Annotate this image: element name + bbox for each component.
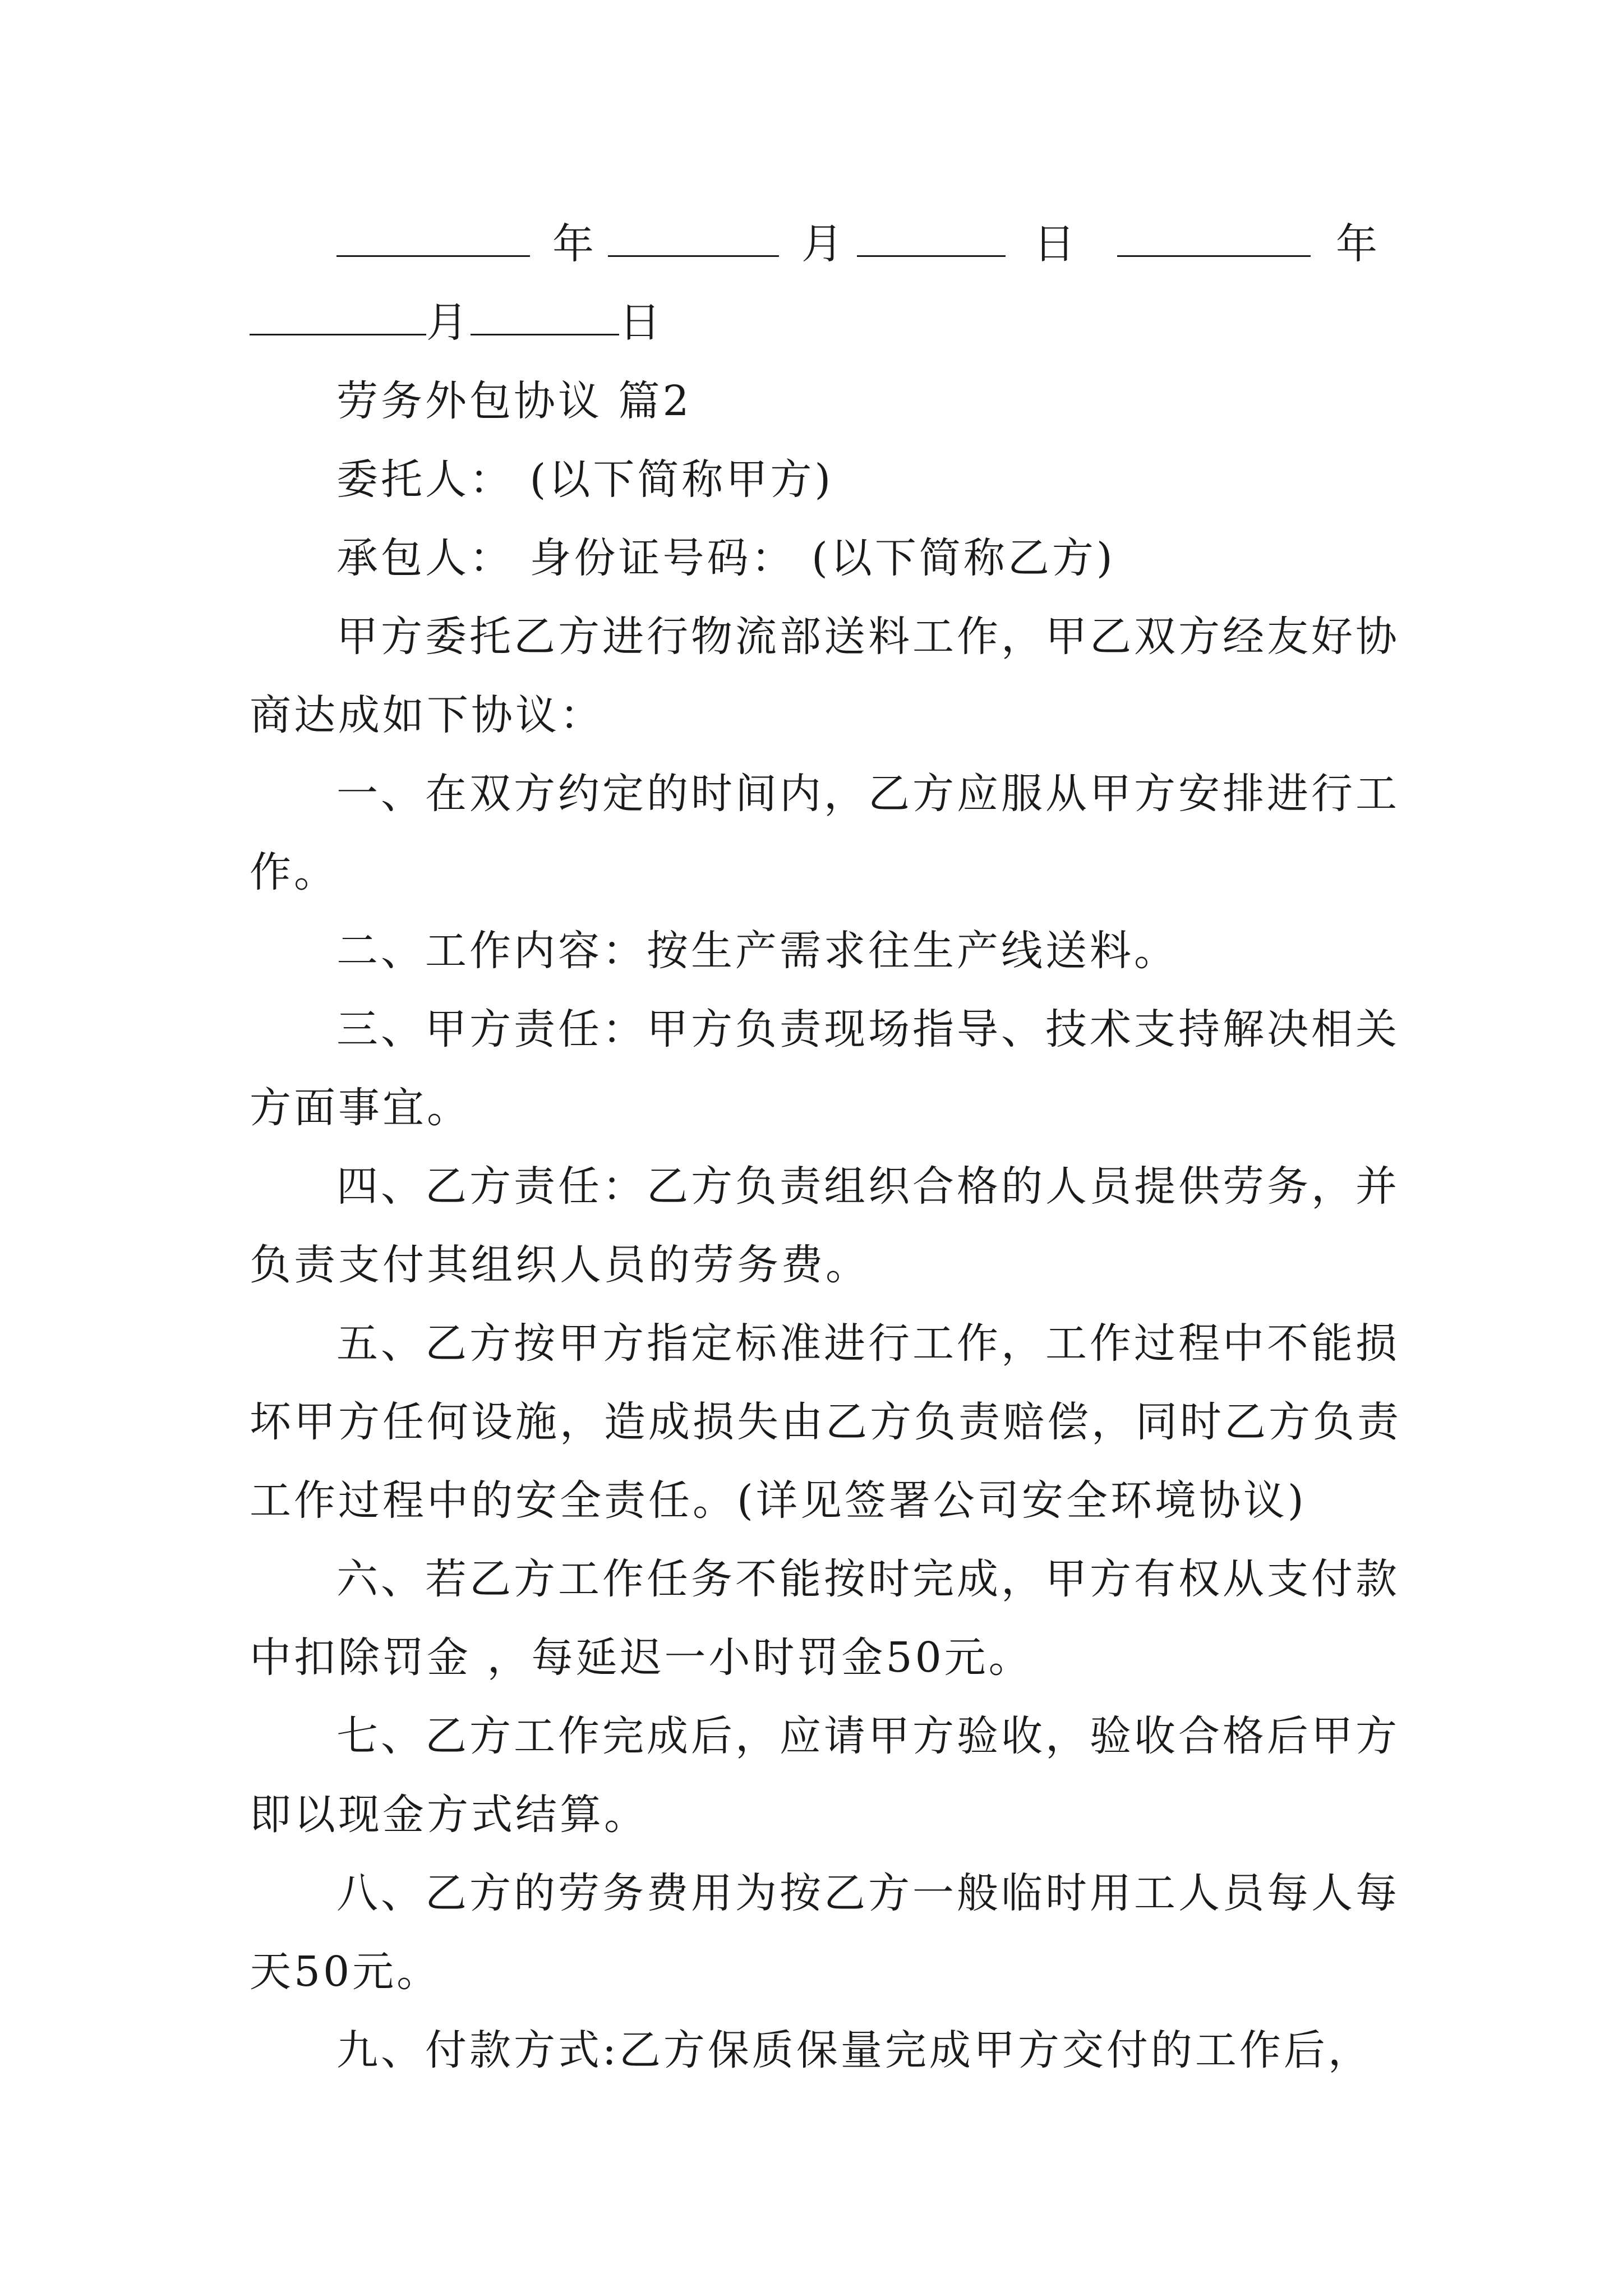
- intro-line-1: 甲方委托乙方进行物流部送料工作，甲乙双方经友好协: [336, 613, 1400, 661]
- day-char-1: 日: [1034, 220, 1078, 268]
- clause-1-line-1: 一、在双方约定的时间内，乙方应服从甲方安排进行工: [336, 770, 1400, 818]
- month-char-1: 月: [801, 220, 846, 268]
- clause-1-line-2: 作。: [250, 848, 338, 896]
- clause-6-line-1: 六、若乙方工作任务不能按时完成，甲方有权从支付款: [336, 1555, 1400, 1603]
- year-char-1: 年: [552, 220, 597, 268]
- blank-month-2: [250, 295, 426, 335]
- clause-3-line-1: 三、甲方责任：甲方负责现场指导、技术支持解决相关: [336, 1005, 1400, 1053]
- clause-5-line-2: 坏甲方任何设施，造成损失由乙方负责赔偿，同时乙方负责: [250, 1398, 1401, 1446]
- clause-5-line-1: 五、乙方按甲方指定标准进行工作，工作过程中不能损: [336, 1319, 1400, 1368]
- clause-2: 二、工作内容：按生产需求往生产线送料。: [336, 927, 1178, 975]
- clause-5-line-3: 工作过程中的安全责任。(详见签署公司安全环境协议): [250, 1476, 1307, 1525]
- blank-year-2: [1117, 216, 1311, 257]
- clause-3-line-2: 方面事宜。: [250, 1084, 471, 1132]
- clause-4-line-1: 四、乙方责任：乙方负责组织合格的人员提供劳务，并: [336, 1162, 1400, 1211]
- clause-8-line-1: 八、乙方的劳务费用为按乙方一般临时用工人员每人每: [336, 1869, 1400, 1917]
- blank-month-1: [608, 216, 779, 257]
- section-heading: 劳务外包协议 篇2: [336, 377, 692, 425]
- intro-line-2: 商达成如下协议：: [250, 691, 604, 739]
- day-char-2: 日: [619, 298, 663, 347]
- clause-6-line-2: 中扣除罚金 ，每延迟一小时罚金50元。: [250, 1634, 1033, 1682]
- clause-9-line-1: 九、付款方式:乙方保质保量完成甲方交付的工作后，: [336, 2026, 1372, 2074]
- blank-year-1: [336, 216, 530, 257]
- contractor-line: 承包人： 身份证号码： (以下简称乙方): [336, 534, 1115, 582]
- principal-line: 委托人： (以下简称甲方): [336, 455, 834, 504]
- blank-day-2: [471, 295, 619, 335]
- month-char-2: 月: [426, 298, 471, 347]
- clause-8-line-2: 天50元。: [250, 1948, 441, 1996]
- blank-day-1: [857, 216, 1006, 257]
- year-char-2: 年: [1336, 220, 1380, 268]
- clause-4-line-2: 负责支付其组织人员的劳务费。: [250, 1241, 870, 1289]
- date-line-1: [336, 210, 1388, 278]
- clause-7-line-1: 七、乙方工作完成后，应请甲方验收，验收合格后甲方: [336, 1712, 1400, 1760]
- clause-7-line-2: 即以现金方式结算。: [250, 1791, 648, 1839]
- date-line-2: [250, 289, 1388, 356]
